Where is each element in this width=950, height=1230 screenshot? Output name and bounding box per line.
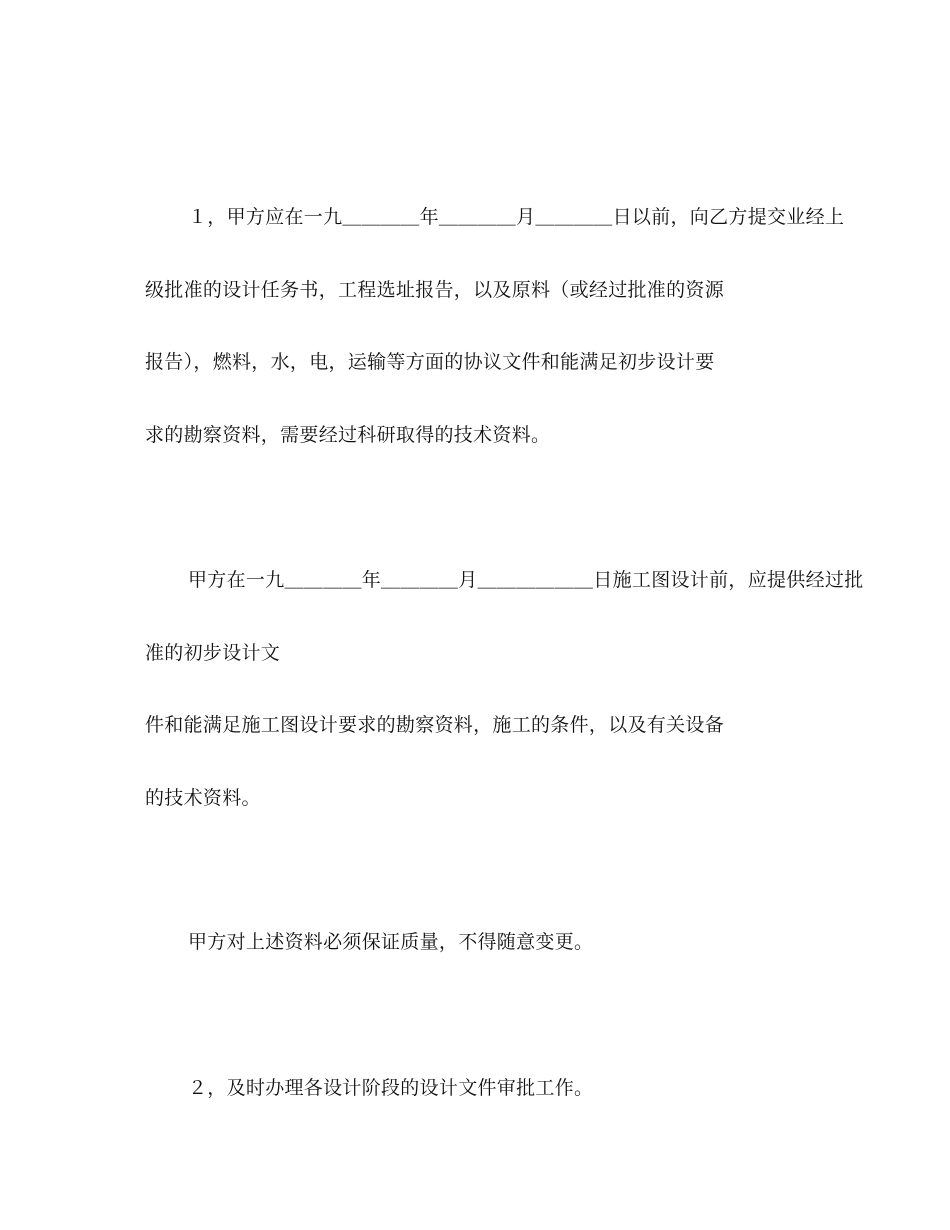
paragraph-1-line-1: １，甲方应在一九＿＿＿＿年＿＿＿＿月＿＿＿＿日以前，向乙方提交业经上 [188,206,845,228]
paragraph-1-line-3: 报告），燃料，水，电，运输等方面的协议文件和能满足初步设计要 [145,351,715,373]
paragraph-2-line-4: 的技术资料。 [145,787,261,809]
paragraph-1-line-4: 求的勘察资料，需要经过科研取得的技术资料。 [145,424,551,446]
paragraph-2-line-2: 准的初步设计文 [145,642,281,664]
paragraph-1-line-2: 级批准的设计任务书，工程选址报告，以及原料（或经过批准的资源 [145,279,725,301]
paragraph-3-line-1: 甲方对上述资料必须保证质量，不得随意变更。 [188,931,594,953]
paragraph-4-line-1: ２，及时办理各设计阶段的设计文件审批工作。 [188,1077,594,1099]
paragraph-2-line-3: 件和能满足施工图设计要求的勘察资料，施工的条件，以及有关设备 [145,714,725,736]
paragraph-2-line-1: 甲方在一九＿＿＿＿年＿＿＿＿月＿＿＿＿＿＿日施工图设计前，应提供经过批 [188,569,864,591]
